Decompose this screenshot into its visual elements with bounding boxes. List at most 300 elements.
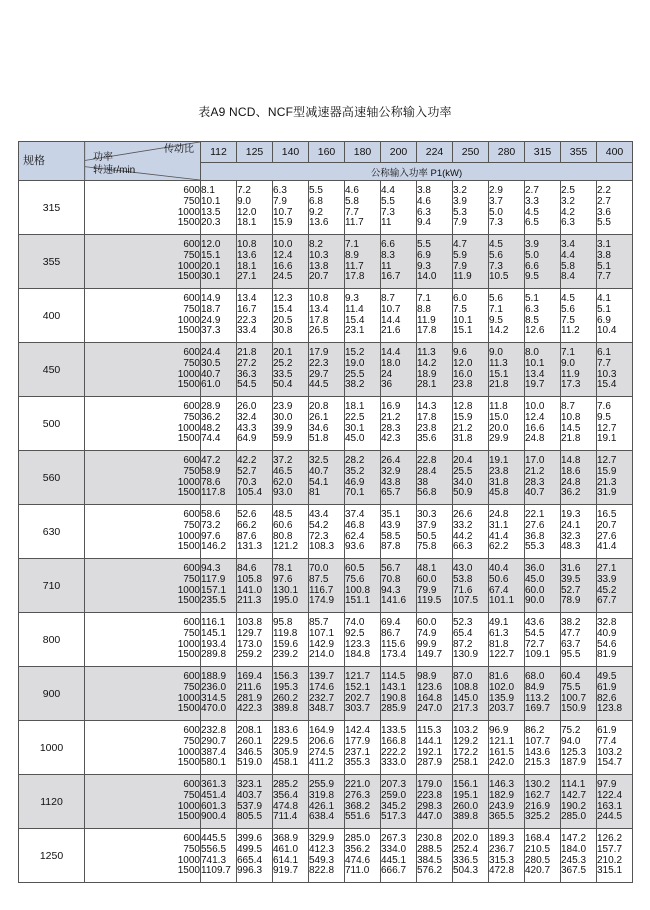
power-value: 229.5 <box>273 735 299 747</box>
speed-value: 1500 <box>177 433 200 445</box>
power-value: 5.0 <box>489 206 503 218</box>
power-value: 78.9 <box>561 595 581 607</box>
power-value: 368.9 <box>273 833 299 845</box>
power-value: 75.8 <box>417 541 437 553</box>
power-value: 18.0 <box>381 357 401 369</box>
speed-cell <box>85 181 201 235</box>
power-value: 125.3 <box>561 746 587 758</box>
power-value: 5.8 <box>561 260 575 272</box>
power-value: 30.1 <box>345 422 365 434</box>
power-value: 12.8 <box>453 401 473 413</box>
power-value: 5.0 <box>525 249 539 261</box>
power-value: 40.4 <box>489 563 509 575</box>
power-value: 6.8 <box>309 195 323 207</box>
value-cell <box>201 451 237 505</box>
power-value: 14.2 <box>489 325 509 337</box>
value-cell <box>201 181 237 235</box>
power-value: 139.7 <box>309 671 335 683</box>
power-value: 55.3 <box>525 541 545 553</box>
power-value: 142.4 <box>345 725 371 737</box>
ratio-label: 传动比 <box>164 144 194 155</box>
power-value: 11.2 <box>561 325 580 337</box>
power-value: 211.6 <box>237 681 262 693</box>
value-cell <box>453 181 489 235</box>
power-value: 4.5 <box>525 206 539 218</box>
power-value: 119.5 <box>417 595 442 607</box>
value-cell <box>309 505 345 559</box>
power-value: 329.9 <box>309 833 335 845</box>
power-value: 159.6 <box>273 638 299 650</box>
power-value: 32.3 <box>561 530 581 542</box>
power-value: 97.9 <box>597 779 617 791</box>
power-value: 40.7 <box>525 487 545 499</box>
power-value: 3.6 <box>597 206 611 218</box>
power-value: 314.5 <box>201 692 227 704</box>
power-value: 210.2 <box>597 854 623 866</box>
power-value: 11.7 <box>345 217 364 229</box>
power-value: 36.2 <box>201 411 221 423</box>
value-cell <box>273 397 309 451</box>
power-value: 822.8 <box>309 865 335 877</box>
value-cell <box>201 397 237 451</box>
power-value: 45.0 <box>525 573 545 585</box>
power-value: 638.4 <box>309 811 335 823</box>
power-value: 164.9 <box>309 725 335 737</box>
power-value: 116.1 <box>201 617 226 629</box>
power-value: 21.2 <box>453 422 473 434</box>
power-value: 14.4 <box>381 347 401 359</box>
power-value: 9.5 <box>489 314 503 326</box>
value-cell <box>525 181 561 235</box>
speed-value: 600 <box>183 779 200 791</box>
power-value: 47.7 <box>561 627 581 639</box>
power-value: 101.1 <box>489 595 515 607</box>
power-value: 2.7 <box>525 185 539 197</box>
value-cell <box>273 343 309 397</box>
power-value: 305.9 <box>273 746 299 758</box>
power-value: 12.6 <box>525 325 545 337</box>
power-value: 78.1 <box>273 563 293 575</box>
speed-value: 600 <box>183 239 200 251</box>
power-value: 72.3 <box>309 530 329 542</box>
power-value: 4.4 <box>561 249 575 261</box>
power-value: 73.2 <box>201 519 221 531</box>
power-value: 169.4 <box>237 671 263 683</box>
power-value: 42.2 <box>237 455 257 467</box>
value-cell <box>273 613 309 667</box>
power-value: 81 <box>309 487 321 499</box>
power-value: 12.0 <box>201 239 221 251</box>
value-cell <box>273 235 309 289</box>
power-value: 319.8 <box>309 789 335 801</box>
power-value: 20.5 <box>273 314 293 326</box>
power-value: 39.5 <box>561 573 581 585</box>
power-value: 184.0 <box>561 843 587 855</box>
value-cell <box>309 289 345 343</box>
power-value: 145.0 <box>453 692 479 704</box>
power-value: 25.5 <box>345 368 365 380</box>
power-value: 81.8 <box>489 638 509 650</box>
power-value: 45.2 <box>597 584 617 596</box>
power-value: 87.6 <box>237 530 257 542</box>
power-value: 94.3 <box>201 563 221 575</box>
power-value: 102.0 <box>489 681 515 693</box>
power-value: 10.7 <box>381 303 401 315</box>
speed-cell <box>85 343 201 397</box>
power-value: 7.5 <box>453 303 467 315</box>
power-value: 48.3 <box>561 541 581 553</box>
power-value: 28.4 <box>417 465 437 477</box>
power-value: 15.4 <box>345 314 365 326</box>
power-value: 14.8 <box>561 455 581 467</box>
power-value: 361.3 <box>201 779 227 791</box>
value-cell <box>417 721 453 775</box>
power-value: 195.0 <box>273 595 299 607</box>
speed-value: 600 <box>183 671 200 683</box>
power-value: 29.9 <box>489 433 509 445</box>
power-value: 12.3 <box>273 293 293 305</box>
speed-cell <box>85 559 201 613</box>
power-value: 387.4 <box>201 746 227 758</box>
value-cell <box>381 451 417 505</box>
value-cell <box>381 667 417 721</box>
power-value: 7.7 <box>345 206 359 218</box>
power-value: 15.9 <box>453 411 473 423</box>
spec-cell: 1000 <box>19 721 85 775</box>
power-value: 215.3 <box>525 757 551 769</box>
power-value: 298.3 <box>417 800 443 812</box>
value-cell <box>309 775 345 829</box>
speed-value: 750 <box>183 249 200 261</box>
power-value: 3.9 <box>525 239 539 251</box>
table-row <box>19 775 633 829</box>
value-cell <box>237 829 273 883</box>
power-value: 41.4 <box>597 541 617 553</box>
power-value: 6.6 <box>381 239 395 251</box>
power-value: 87.8 <box>381 541 401 553</box>
power-value: 44.5 <box>309 379 329 391</box>
power-value: 315.3 <box>489 854 515 866</box>
power-value: 336.5 <box>453 854 479 866</box>
table-row <box>19 613 633 667</box>
power-value: 11 <box>381 217 392 229</box>
power-value: 24.8 <box>525 433 545 445</box>
value-cell <box>381 505 417 559</box>
power-value: 8.3 <box>381 249 395 261</box>
power-value: 556.5 <box>201 843 227 855</box>
power-value: 12.7 <box>597 455 617 467</box>
power-value: 5.6 <box>489 293 503 305</box>
power-value: 142.7 <box>561 789 587 801</box>
value-cell <box>309 181 345 235</box>
power-value: 9.6 <box>453 347 467 359</box>
value-cell <box>201 613 237 667</box>
power-value: 74.4 <box>201 433 221 445</box>
power-value: 97.6 <box>273 573 293 585</box>
power-value: 5.5 <box>381 195 395 207</box>
power-value: 14.9 <box>201 293 221 305</box>
power-value: 71.6 <box>453 584 473 596</box>
power-value: 30.8 <box>273 325 293 337</box>
value-cell <box>345 775 381 829</box>
ratio-header-140: 140 <box>273 142 309 163</box>
spec-cell: 800 <box>19 613 85 667</box>
power-value: 34.0 <box>453 476 473 488</box>
power-value: 21.8 <box>561 433 581 445</box>
power-value: 82.6 <box>597 692 617 704</box>
power-value: 39.9 <box>273 422 293 434</box>
ratio-header-400: 400 <box>597 142 633 163</box>
value-cell <box>273 451 309 505</box>
power-value: 217.3 <box>453 703 479 715</box>
power-value: 445.5 <box>201 833 227 845</box>
power-value: 48.2 <box>201 422 221 434</box>
power-value: 6.5 <box>525 217 539 229</box>
value-cell <box>561 667 597 721</box>
power-value: 141.0 <box>237 584 263 596</box>
power-value: 50.6 <box>489 573 509 585</box>
power-value: 470.0 <box>201 703 227 715</box>
value-cell <box>237 505 273 559</box>
value-cell <box>417 451 453 505</box>
power-value: 129.7 <box>237 627 263 639</box>
speed-value: 1000 <box>177 206 200 218</box>
power-value: 189.3 <box>489 833 515 845</box>
power-value: 260.0 <box>453 800 479 812</box>
power-value: 105.8 <box>237 573 263 585</box>
power-value: 14.3 <box>417 401 437 413</box>
power-value: 601.3 <box>201 800 227 812</box>
value-cell <box>273 775 309 829</box>
power-value: 114.5 <box>381 671 406 683</box>
power-value: 15.0 <box>489 411 509 423</box>
power-value: 3.4 <box>561 239 575 251</box>
power-value: 150.9 <box>561 703 587 715</box>
speed-cell <box>85 505 201 559</box>
power-value: 711.0 <box>345 865 370 877</box>
table-row <box>19 397 633 451</box>
power-value: 5.6 <box>561 303 575 315</box>
power-table <box>18 141 633 883</box>
power-value: 40.9 <box>597 627 617 639</box>
power-value: 15.4 <box>597 379 617 391</box>
power-value: 9.0 <box>561 357 575 369</box>
power-value: 399.6 <box>237 833 263 845</box>
power-value: 206.6 <box>309 735 335 747</box>
power-value: 60.5 <box>345 563 365 575</box>
power-value: 157.7 <box>597 843 623 855</box>
power-value: 7.3 <box>381 206 395 218</box>
speed-value: 1500 <box>177 865 200 877</box>
value-cell <box>273 559 309 613</box>
power-value: 43.6 <box>525 617 545 629</box>
speed-value: 1000 <box>177 260 200 272</box>
power-value: 86.7 <box>381 627 401 639</box>
value-cell <box>201 829 237 883</box>
power-value: 38.2 <box>345 379 365 391</box>
power-value: 183.6 <box>273 725 299 737</box>
power-value: 245.3 <box>561 854 587 866</box>
power-value: 3.2 <box>453 185 467 197</box>
power-value: 20.1 <box>273 347 293 359</box>
power-value: 281.9 <box>237 692 263 704</box>
power-value: 551.6 <box>345 811 371 823</box>
power-value: 346.5 <box>237 746 263 758</box>
power-value: 99.9 <box>417 638 437 650</box>
value-cell <box>453 343 489 397</box>
value-cell <box>381 343 417 397</box>
power-value: 81.6 <box>489 671 509 683</box>
power-value: 36.2 <box>561 487 581 499</box>
value-cell <box>345 667 381 721</box>
power-value: 8.4 <box>561 271 575 283</box>
subheader: 公称输入功率 P1(kW) <box>201 163 633 181</box>
power-value: 13.6 <box>237 249 257 261</box>
power-value: 290.7 <box>201 735 227 747</box>
power-value: 25.2 <box>273 357 293 369</box>
power-value: 16.5 <box>597 509 617 521</box>
value-cell <box>345 397 381 451</box>
table-row <box>19 505 633 559</box>
power-value: 5.3 <box>453 206 467 218</box>
value-cell <box>597 235 633 289</box>
speed-value: 1500 <box>177 541 200 553</box>
power-value: 365.5 <box>489 811 515 823</box>
power-value: 5.9 <box>453 249 467 261</box>
power-value: 37.3 <box>201 325 221 337</box>
power-value: 9.5 <box>525 271 539 283</box>
power-value: 203.7 <box>489 703 515 715</box>
power-value: 107.7 <box>525 735 551 747</box>
power-value: 123.8 <box>597 703 623 715</box>
value-cell <box>525 397 561 451</box>
power-value: 13.4 <box>309 303 329 315</box>
power-value: 252.4 <box>453 843 479 855</box>
power-value: 13.8 <box>309 260 329 272</box>
power-value: 21.8 <box>237 347 257 359</box>
power-value: 21.8 <box>489 379 509 391</box>
value-cell <box>597 613 633 667</box>
power-value: 48.1 <box>417 563 437 575</box>
power-value: 58.5 <box>381 530 401 542</box>
power-value: 202.0 <box>453 833 479 845</box>
power-value: 151.1 <box>345 595 371 607</box>
power-value: 389.8 <box>273 703 299 715</box>
power-value: 70.0 <box>309 563 329 575</box>
value-cell <box>489 451 525 505</box>
power-value: 13.4 <box>525 368 545 380</box>
power-value: 42.3 <box>381 433 401 445</box>
speed-value: 1000 <box>177 854 200 866</box>
value-cell <box>309 559 345 613</box>
power-value: 54.5 <box>525 627 545 639</box>
power-value: 108.3 <box>309 541 335 553</box>
speed-cell <box>85 667 201 721</box>
power-value: 26.5 <box>309 325 329 337</box>
power-value: 34.6 <box>309 422 329 434</box>
power-value: 20.0 <box>489 422 509 434</box>
power-value: 20.4 <box>453 455 473 467</box>
power-value: 59.9 <box>273 433 293 445</box>
power-value: 117.9 <box>201 573 226 585</box>
speed-value: 1500 <box>177 217 200 229</box>
power-value: 49.1 <box>489 617 509 629</box>
value-cell <box>453 289 489 343</box>
speed-value: 600 <box>183 617 200 629</box>
power-value: 195.3 <box>273 681 299 693</box>
power-value: 24.1 <box>561 519 581 531</box>
power-value: 62.4 <box>345 530 365 542</box>
value-cell <box>273 829 309 883</box>
value-cell <box>237 181 273 235</box>
value-cell <box>489 289 525 343</box>
power-value: 154.7 <box>597 757 623 769</box>
power-value: 119.8 <box>273 627 298 639</box>
power-value: 188.9 <box>201 671 227 683</box>
power-value: 3.9 <box>453 195 467 207</box>
power-value: 805.5 <box>237 811 263 823</box>
power-value: 24.8 <box>561 476 581 488</box>
power-value: 7.7 <box>597 271 611 283</box>
power-value: 232.8 <box>201 725 227 737</box>
power-value: 32.9 <box>381 465 401 477</box>
power-value: 41.4 <box>489 530 509 542</box>
power-value: 48.5 <box>273 509 293 521</box>
power-value: 403.7 <box>237 789 263 801</box>
power-value: 162.7 <box>525 789 551 801</box>
power-value: 17.8 <box>417 325 437 337</box>
power-value: 17.9 <box>309 347 329 359</box>
power-value: 6.3 <box>525 303 539 315</box>
power-value: 6.3 <box>273 185 287 197</box>
power-value: 260.2 <box>273 692 299 704</box>
power-value: 15.9 <box>597 465 617 477</box>
power-value: 426.1 <box>309 800 335 812</box>
power-value: 30.5 <box>201 357 221 369</box>
power-value: 28.3 <box>525 476 545 488</box>
value-cell <box>525 721 561 775</box>
power-value: 996.3 <box>237 865 263 877</box>
value-cell <box>525 505 561 559</box>
speed-value: 1000 <box>177 530 200 542</box>
power-value: 665.4 <box>237 854 263 866</box>
value-cell <box>561 559 597 613</box>
value-cell <box>237 613 273 667</box>
power-value: 8.9 <box>345 249 359 261</box>
power-value: 19.3 <box>561 509 581 521</box>
power-value: 23.8 <box>453 379 473 391</box>
power-value: 37.4 <box>345 509 365 521</box>
power-value: 184.8 <box>345 649 371 661</box>
power-value: 223.8 <box>417 789 443 801</box>
speed-value: 600 <box>183 725 200 737</box>
power-value: 15.9 <box>273 217 293 229</box>
value-cell <box>345 235 381 289</box>
value-cell <box>597 721 633 775</box>
value-cell <box>561 775 597 829</box>
power-value: 1109.7 <box>201 865 231 877</box>
speed-value: 1000 <box>177 638 200 650</box>
power-value: 58.6 <box>201 509 221 521</box>
speed-value: 750 <box>183 303 200 315</box>
power-value: 177.9 <box>345 735 371 747</box>
power-value: 174.9 <box>309 595 335 607</box>
ratio-header-160: 160 <box>309 142 345 163</box>
power-value: 129.2 <box>453 735 479 747</box>
power-value: 43.4 <box>309 509 329 521</box>
power-value: 56.8 <box>417 487 437 499</box>
power-value: 7.1 <box>417 293 431 305</box>
